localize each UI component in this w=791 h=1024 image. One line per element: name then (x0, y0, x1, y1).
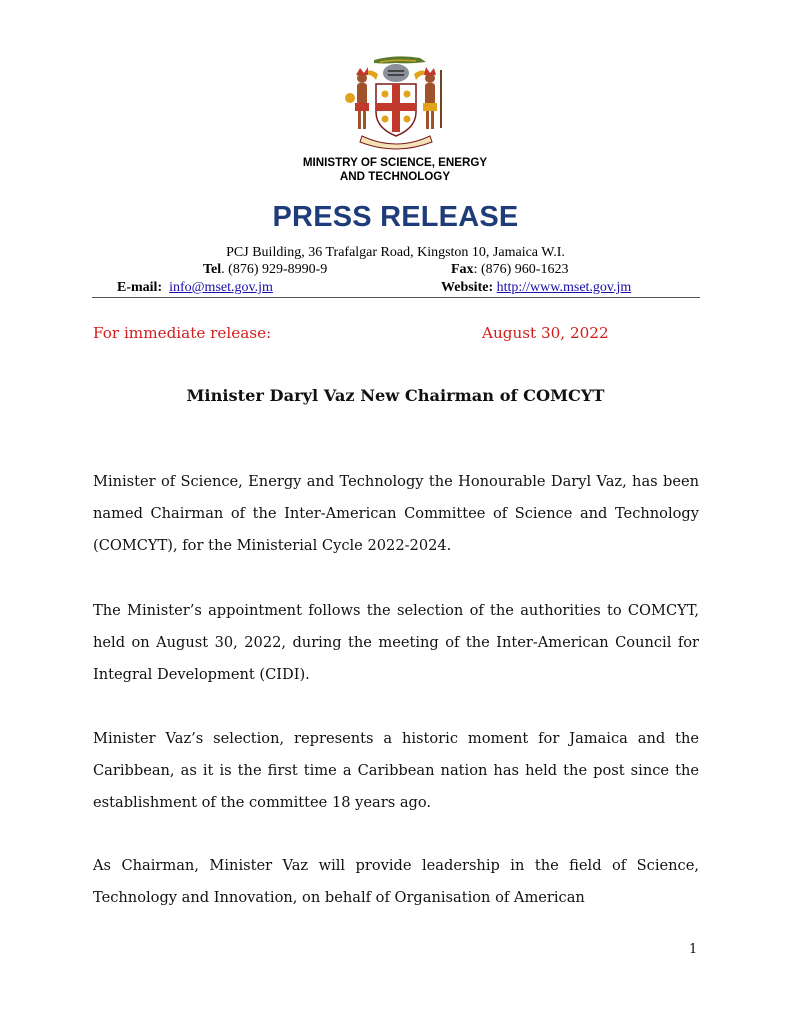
body-paragraph-3: Minister Vaz’s selection, represents a historic moment for Jamaica and the Caribbean, as it is the first time a Caribbean nation has held the post since the establishment of the committee 18 years ago. (93, 730, 699, 811)
tel-label: Tel (203, 262, 222, 277)
fax-line (451, 262, 568, 278)
fax-label: Fax (451, 262, 474, 277)
ministry-name-line2: AND TECHNOLOGY (339, 170, 451, 183)
email-link[interactable]: info@mset.gov.jm (169, 280, 273, 295)
website-link[interactable]: http://www.mset.gov.jm (496, 280, 632, 295)
release-label: For immediate release: (93, 324, 272, 342)
fax-value: : (876) 960-1623 (473, 262, 569, 277)
body-paragraph-2: The Minister’s appointment follows the selection of the authorities to COMCYT, held on August 30, 2022, during the meeting of the Inter-American Council for Integral Development (CIDI). (93, 602, 699, 683)
ministry-name (250, 156, 540, 184)
ministry-name-line1: MINISTRY OF SCIENCE, ENERGY (302, 156, 488, 169)
email-label: E-mail: (117, 280, 163, 295)
email-line (117, 280, 273, 296)
body-paragraph-4: As Chairman, Minister Vaz will provide leadership in the field of Science, Technology and Innovation, on behalf of Organisation of American (93, 857, 699, 906)
website-line (441, 280, 631, 296)
tel-line (203, 262, 327, 278)
address-line: PCJ Building, 36 Trafalgar Road, Kingston 10, Jamaica W.I. (226, 245, 565, 260)
jamaica-coat-of-arms (340, 48, 452, 152)
tel-value: . (876) 929-8990-9 (221, 262, 328, 277)
headline: Minister Daryl Vaz New Chairman of COMCYT (186, 386, 605, 405)
website-label: Website: (441, 280, 494, 295)
page-number: 1 (689, 942, 698, 957)
header-divider (92, 297, 700, 298)
body-paragraph-1: Minister of Science, Energy and Technology the Honourable Daryl Vaz, has been named Chairman of the Inter-American Committee of Science and Technology (COMCYT), for the Ministerial Cycle 2022-2024. (93, 473, 699, 554)
press-release-title: PRESS RELEASE (272, 201, 519, 233)
release-date: August 30, 2022 (482, 324, 609, 342)
